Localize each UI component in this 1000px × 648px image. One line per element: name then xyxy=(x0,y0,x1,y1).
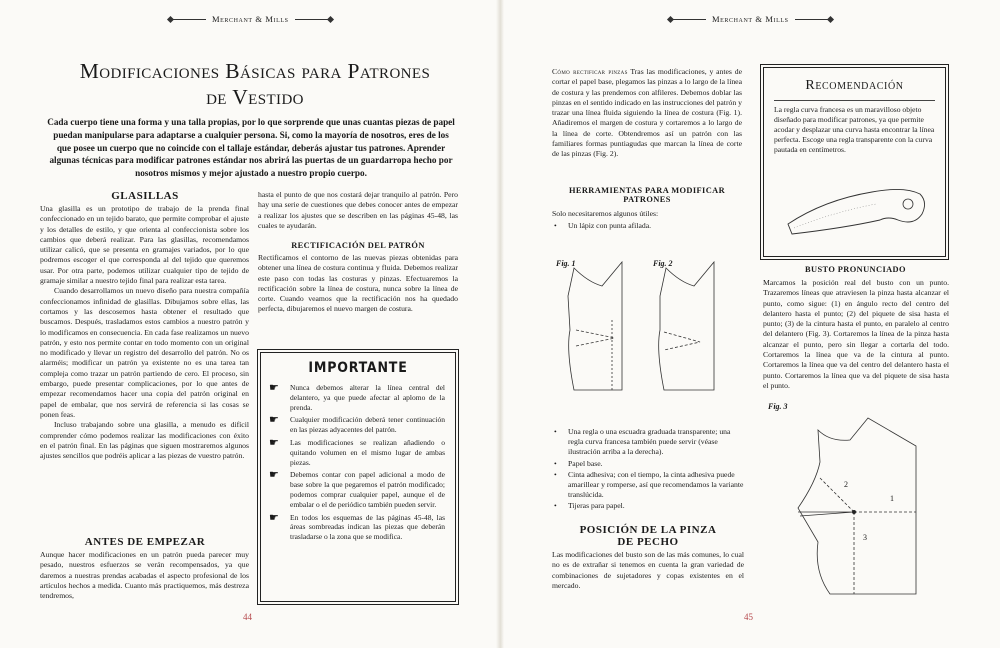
fig3-number: 3 xyxy=(863,533,867,542)
tools-list-top xyxy=(552,221,742,232)
page-number-left: 44 xyxy=(243,612,252,622)
figure-label: Fig. 3 xyxy=(768,402,788,411)
intro-paragraph: Cada cuerpo tiene una forma y una talla propias, por lo que sorprende que unas cuantas piezas de papel puedan manipularse para adaptarse a cualquier persona. Si, como la mayoría de nosotros, eres de los que posee un cuerpo que no coincide con el tallaje estándar, deberás ajustar tus patrones. Aprender algunas técnicas para modificar patrones estándar nos abrirá las puertas de un guardarropa hecho por nosotros mismos y mejor ajustado a nuestro propio cuerpo. xyxy=(47,117,455,179)
fig3-bust-diagram xyxy=(790,412,940,597)
page-number-right: 45 xyxy=(744,612,753,622)
pointing-hand-icon: ☛ xyxy=(269,414,279,427)
fig1-fig2-bodice-diagrams xyxy=(560,250,750,420)
ornament-rule xyxy=(670,19,706,20)
french-curve-ruler-illustration xyxy=(784,180,929,238)
list-item: • Papel base. xyxy=(552,459,744,469)
title-line: de Vestido xyxy=(206,85,304,109)
list-item-text: Cualquier modificación deberá tener continuación en las piezas adyacentes del patrón. xyxy=(290,415,445,435)
paragraph: hasta el punto de que nos costará dejar tranquilo al patrón. Pero hay una serie de cuestiones que debes conocer antes de empezar a realizar los ajustes que se describen en las páginas 45-48, las cuales te ayudarán. xyxy=(258,190,458,230)
book-gutter xyxy=(496,0,504,648)
fig2-bodice-outline xyxy=(659,262,714,390)
list-item-text: Las modificaciones se realizan añadiendo o quitando volumen en el mismo lugar de ambas piezas. xyxy=(290,437,445,467)
paragraph: Rectificamos el contorno de las nuevas piezas obtenidas para obtener una línea de costura continua y fluida. Debemos realizar este paso con todas las costuras y pinzas. Efectuaremos la rectificación sobre la línea de costura, nunca sobre la línea de corte. Cuando veamos que la rectificación nos ha quedado perfecta, dibujaremos el nuevo margen de costura. xyxy=(258,253,458,314)
paragraph: Una glasilla es un prototipo de trabajo de la prenda final confeccionado en un tejido barato, que permite comprobar el ajuste y los detalles de estilo, y que orienta al confeccionista sobre los cambios que deberá realizar. Para las glasillas, recomendamos utilizar calicó, que se presenta en gramajes variados, por lo que podremos escoger el que corresponda al del tejido que queremos usar. Por otra parte, podemos utilizar cualquier tipo de tejido de gramaje similar a nuestro tejido final para realizar esta tarea. xyxy=(40,204,249,286)
ornament-rule xyxy=(170,19,206,20)
ornament-rule xyxy=(295,19,331,20)
paragraph xyxy=(552,67,742,160)
ornament-rule xyxy=(795,19,831,20)
list-item: • Cinta adhesiva; con el tiempo, la cinta adhesiva puede amarillear y romperse, así que recomendamos la variante translúcida. xyxy=(552,470,744,501)
busto-text: Marcamos la posición real del busto con un punto. Trazaremos líneas que atraviesen la pinza hasta alcanzar el punto, como sigue: (1) en ángulo recto del centro del delantero hasta el punto; (2) del piquete de sisa hasta el punto; (3) de la cintura hasta el punto, en paralelo al centro del delantero (Fig. 3). Cortaremos la línea de la pinza hasta alcanzar el punto, pero sin llegar a cortarla del todo. Cortaremos la línea que va de la cintura al punto. Cortaremos la línea que va del centro del delantero hasta el punto. Cortaremos la línea que va del piquete de sisa hasta el punto. xyxy=(763,278,949,390)
list-item: • Un lápiz con punta afilada. xyxy=(552,221,742,231)
section-heading-glasillas: GLASILLAS xyxy=(111,190,179,202)
running-head-right xyxy=(670,14,831,24)
importante-list xyxy=(261,383,455,542)
list-item xyxy=(269,513,445,542)
brand-name: Merchant & Mills xyxy=(712,14,789,24)
section-heading-rectificacion: RECTIFICACIÓN DEL PATRÓN xyxy=(291,241,425,250)
recomendacion-box xyxy=(763,67,946,257)
pinza-text: Las modificaciones del busto son de las más comunes, lo cual no es de extrañar si tenemos en cuenta la gran variedad de combinaciones de sujetadores y copas existentes en el mercado. xyxy=(552,550,744,590)
list-item-text: En todos los esquemas de las páginas 45-48, las áreas sombreadas indican las piezas que deberán trasladarse o la zona que se modifica. xyxy=(290,512,445,542)
chapter-title xyxy=(55,58,455,110)
section-heading-busto: BUSTO PRONUNCIADO xyxy=(805,265,906,274)
list-item xyxy=(269,383,445,412)
antes-text xyxy=(40,550,249,601)
fig3-number: 1 xyxy=(890,494,894,503)
list-item xyxy=(269,438,445,467)
recomendacion-title: Recomendación xyxy=(805,78,904,93)
heading-line: HERRAMIENTAS PARA MODIFICAR xyxy=(568,186,726,195)
pointing-hand-icon: ☛ xyxy=(269,511,279,524)
fig3-bodice-outline xyxy=(798,418,916,594)
tools-list-bottom xyxy=(552,427,744,513)
section-heading-herramientas xyxy=(552,186,742,204)
section-heading-antes: ANTES DE EMPEZAR xyxy=(84,536,206,548)
glasillas-text xyxy=(40,204,249,461)
paragraph: Incluso trabajando sobre una glasilla, a menudo es difícil comprender cómo podemos realizar las modificaciones con éxito en el patrón final. En las páginas que siguen mostraremos algunos ajustes sencillos que podréis aplicar a las piezas de vuestro patrón. xyxy=(40,420,249,461)
importante-title: IMPORTANTE xyxy=(308,360,408,376)
paragraph: Cuando desarrollamos un nuevo diseño para nuestra compañía confeccionamos infinidad de glasillas. Dibujamos sobre ellas, las cortamos y las descosemos hasta obtener el resultado que buscamos. Después, trasladamos estos cambios a nuestro patrón y lo modificamos en consecuencia. En cada fase realizamos un nuevo patrón, y esto nos permite contar en todo momento con un original no modificado y llevar un registro del desarrollo del patrón. No os alarméis; modificar un patrón ya existente no es una tarea tan compleja como trazar un patrón partiendo de cero. El proceso, sin embargo, puede presentar complicaciones, por lo que antes de empezar recomendamos hacer una copia del patrón original en papel de embalar, que nos servirá de referencia si las cosas se ponen feas. xyxy=(40,286,249,419)
list-item-text: Nunca debemos alterar la línea central del delantero, ya que puede afectar al aplomo de la prenda. xyxy=(290,383,445,412)
title-line: Modificaciones Básicas para Patrones xyxy=(79,59,431,83)
fig1-bodice-outline xyxy=(568,262,622,390)
brand-name: Merchant & Mills xyxy=(212,14,289,24)
pointing-hand-icon: ☛ xyxy=(269,382,279,394)
herramientas-intro: Solo necesitaremos algunos útiles: xyxy=(552,209,659,218)
running-head-left xyxy=(170,14,331,24)
pointing-hand-icon: ☛ xyxy=(269,469,279,482)
fig3-number: 2 xyxy=(844,480,848,489)
heading-line: DE PECHO xyxy=(617,536,679,548)
list-item xyxy=(269,470,445,509)
section-heading-pinza xyxy=(552,524,744,548)
importante-box xyxy=(260,352,456,602)
figure-label: Fig. 2 xyxy=(653,259,673,268)
figure-label: Fig. 1 xyxy=(556,259,576,268)
recomendacion-text: La regla curva francesa es un maravilloso objeto diseñado para modificar patrones, ya que permite acodar y desplazar una curva hasta encontrar la línea perfecta. Escoge una regla transparente con la curva pautada en centímetros. xyxy=(774,105,935,154)
heading-line: PATRONES xyxy=(623,195,671,204)
divider xyxy=(774,100,935,101)
bust-point-marker xyxy=(852,510,856,514)
lead-in: Cómo rectificar pinzas xyxy=(552,67,628,76)
list-item: • Tijeras para papel. xyxy=(552,501,744,511)
list-item: • Una regla o una escuadra graduada transparente; una regla curva francesa también puede servir (véase ilustración arriba a la derecha). xyxy=(552,427,744,458)
heading-line: POSICIÓN DE LA PINZA xyxy=(579,524,717,536)
list-item xyxy=(269,415,445,435)
paragraph: Aunque hacer modificaciones en un patrón pueda parecer muy pesado, nuestros esfuerzos se verán recompensados, ya que daremos a nuestras prendas acabadas el aspecto profesional de los artículos hechos a medida. Cuanto más practiquemos, más destreza tendremos, xyxy=(40,550,249,601)
pointing-hand-icon: ☛ xyxy=(269,436,279,449)
list-item-text: Debemos contar con papel adicional a modo de base sobre la que pegaremos el patrón modificado; podemos comprar cualquier papel, aunque el de embalar o el de periódico también pueden servir. xyxy=(290,470,445,509)
column-continuation xyxy=(258,190,458,231)
paragraph-text: Tras las modificaciones, y antes de cortar el papel base, plegamos las pinzas a lo largo de la línea de costura y las prendemos con alfileres. Debemos doblar las pinzas en el sentido indicado en las instrucciones del patrón y trazar una línea fluida siguiendo la línea de costura (Fig. 1). Añadiremos el margen de costura y cortaremos a lo largo de la línea de corte. Obtendremos así un patrón con las familiares formas puntiagudas que marcan la línea de corte de las pinzas (Fig. 2). xyxy=(552,67,742,159)
rectificacion-text xyxy=(258,253,458,315)
como-rectificar-text xyxy=(552,67,742,160)
